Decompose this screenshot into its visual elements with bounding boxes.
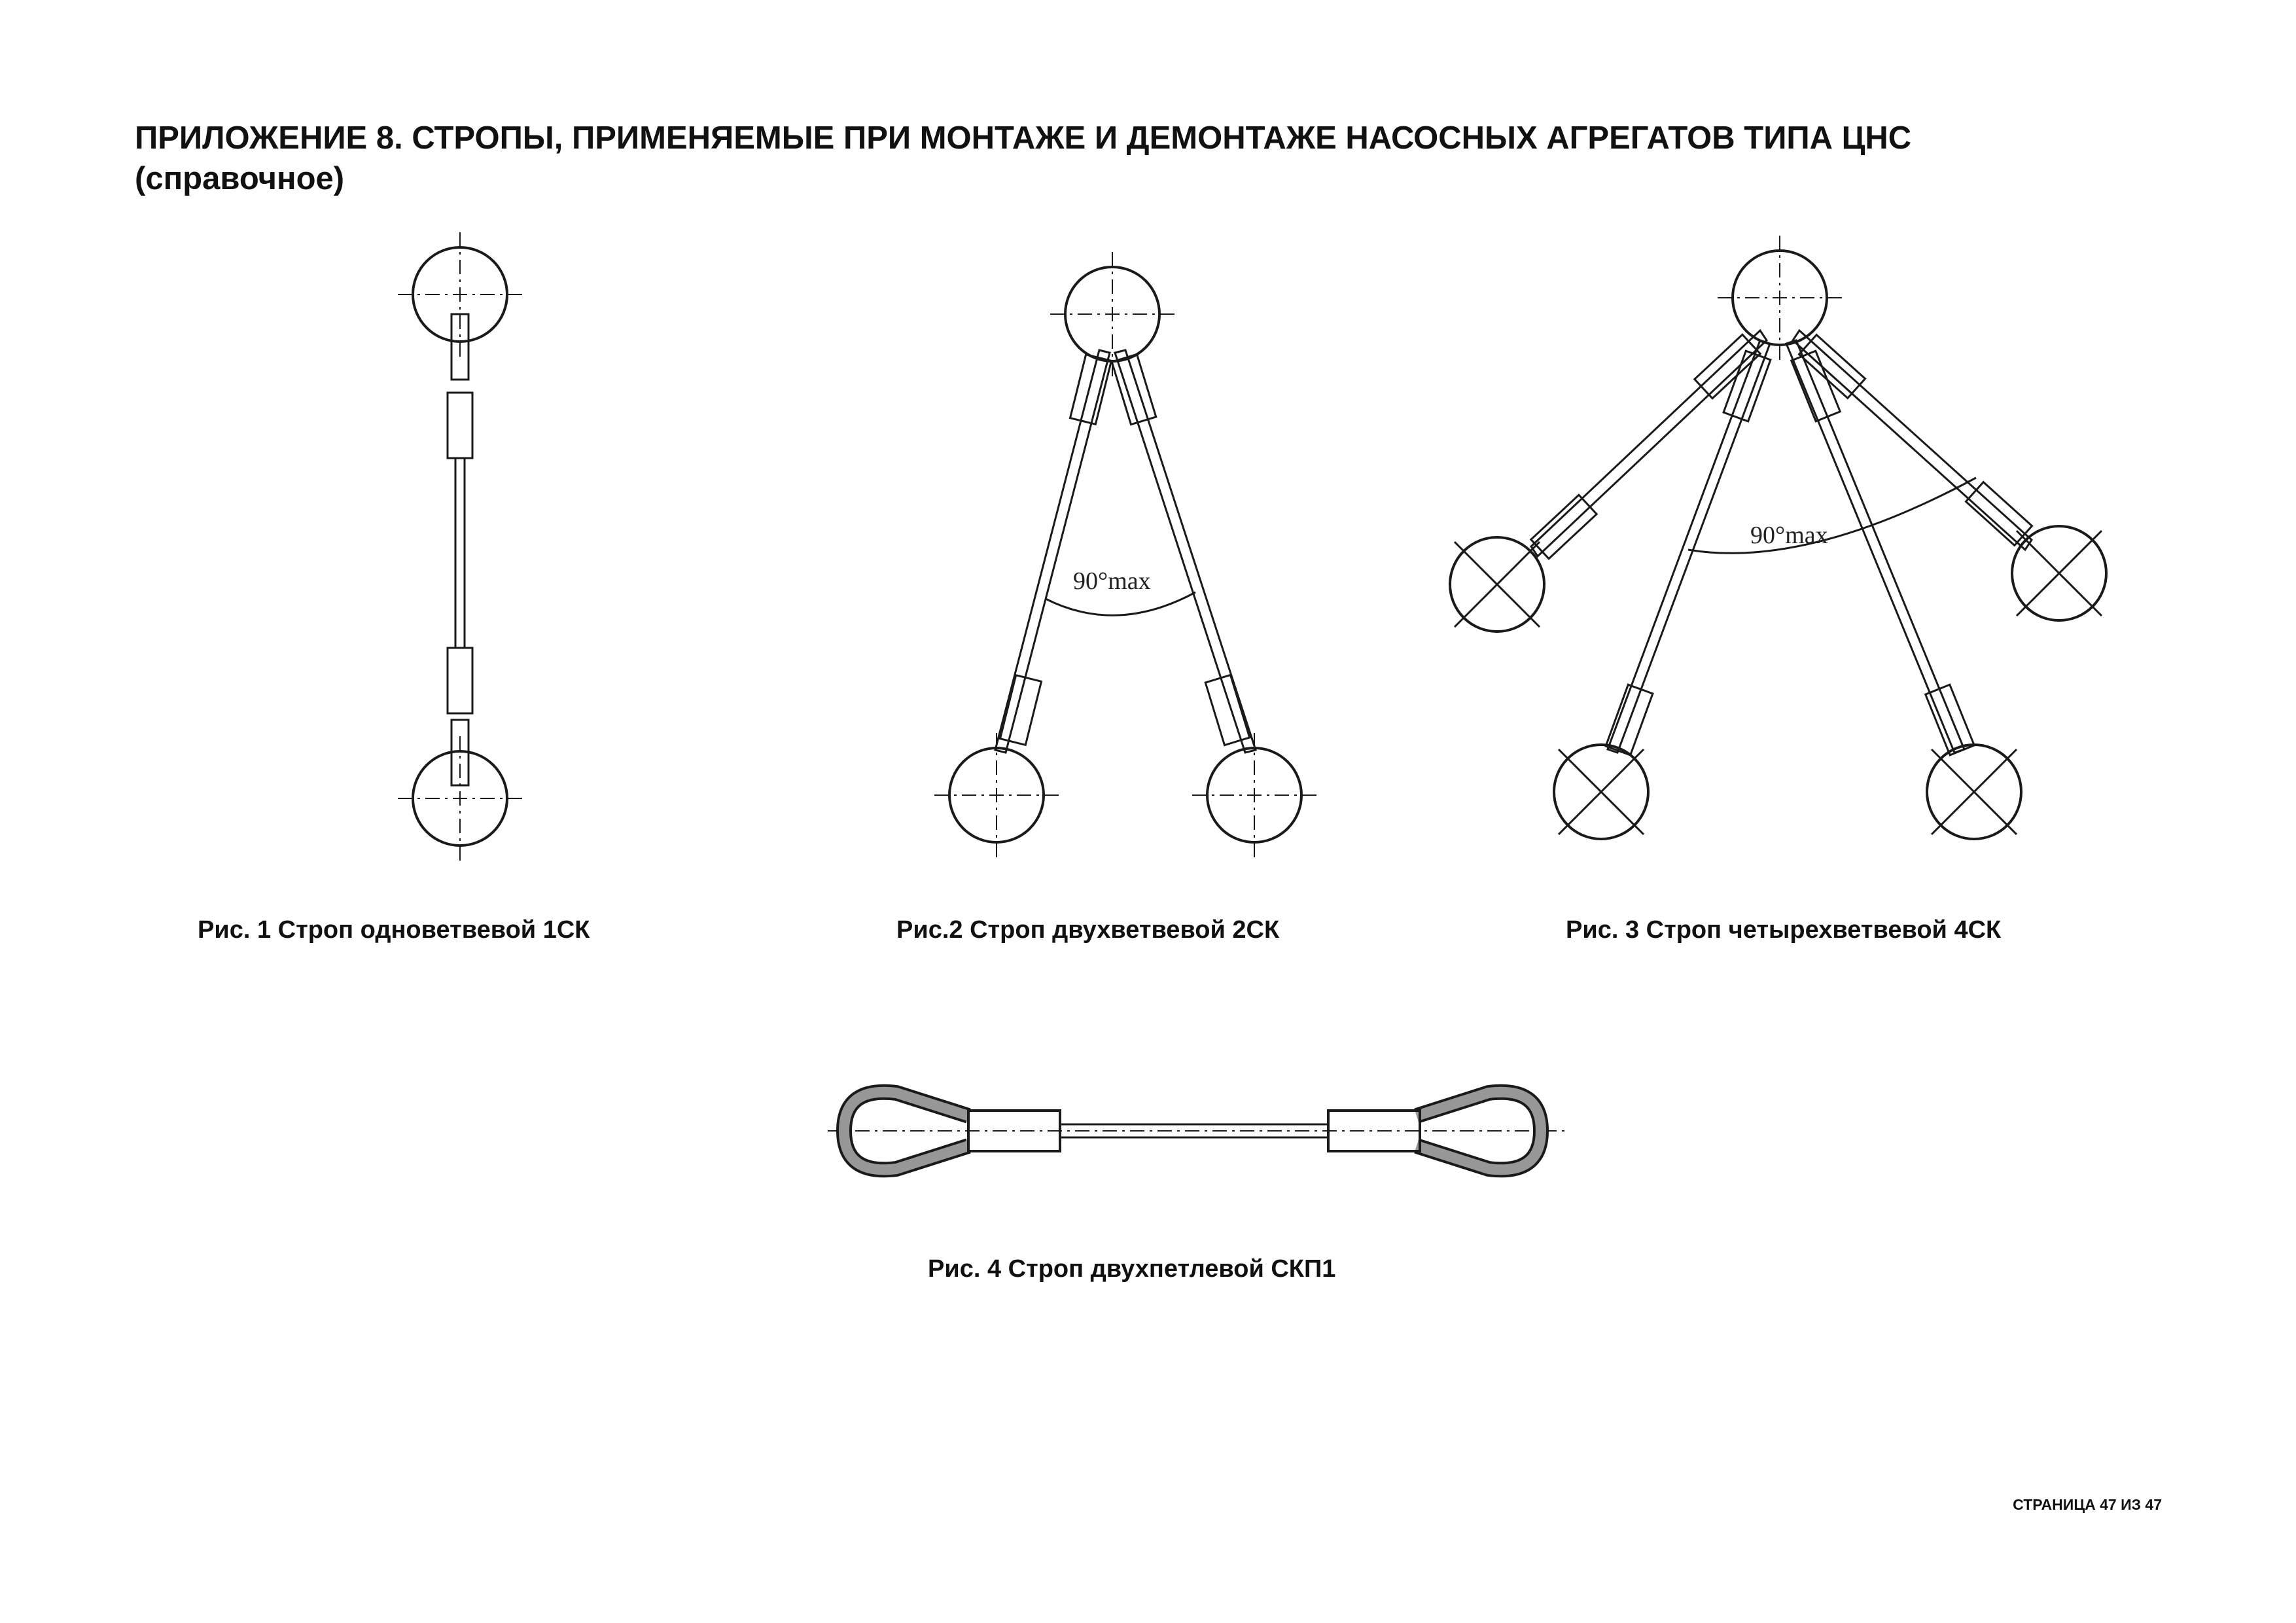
figure-2-two-leg-sling (934, 252, 1316, 857)
figure-1-single-leg-sling (398, 232, 522, 861)
figure-4-caption: Рис. 4 Строп двухпетлевой СКП1 (928, 1255, 1336, 1283)
figure-2-angle-label: 90°max (1073, 567, 1151, 595)
title-line-2: (справочное) (135, 161, 345, 196)
figure-3-angle-label: 90°max (1750, 522, 1828, 549)
figure-2-caption: Рис.2 Строп двухветвевой 2СК (896, 916, 1280, 944)
page-number: СТРАНИЦА 47 ИЗ 47 (2013, 1496, 2162, 1513)
figure-3-caption: Рис. 3 Строп четырехветвевой 4СК (1566, 916, 2002, 944)
figure-1-caption: Рис. 1 Строп одноветвевой 1СК (198, 916, 590, 944)
title-line-1: ПРИЛОЖЕНИЕ 8. СТРОПЫ, ПРИМЕНЯЕМЫЕ ПРИ МОНТАЖЕ И ДЕМОНТАЖЕ НАСОСНЫХ АГРЕГАТОВ ТИПА ЦНС (135, 120, 1912, 156)
figure-4-two-loop-sling (828, 1092, 1567, 1170)
